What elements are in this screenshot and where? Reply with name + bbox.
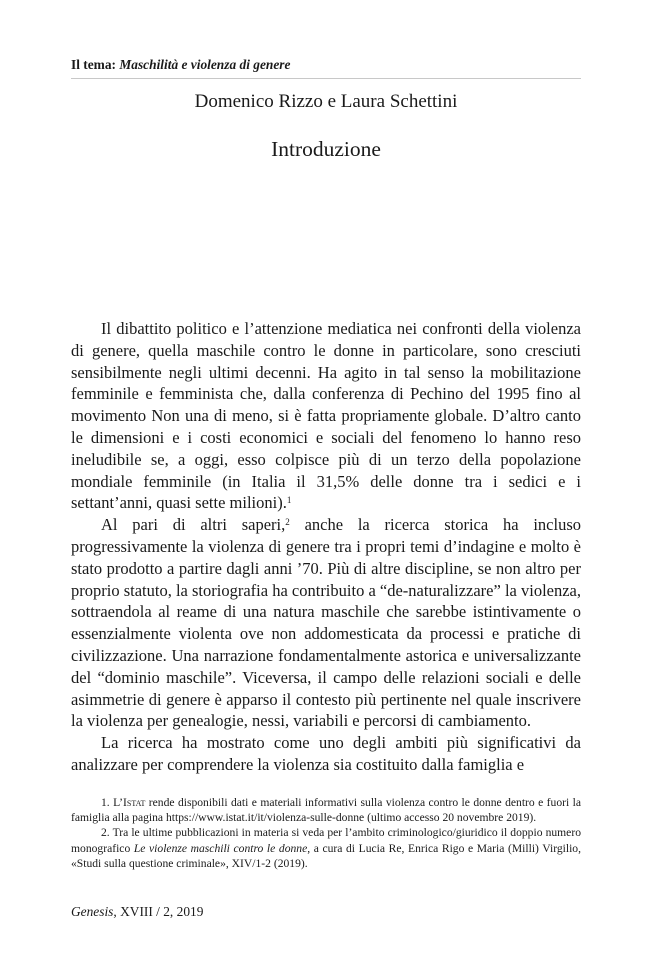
- footnotes: [71, 795, 581, 871]
- footnote-number: 1.: [101, 796, 110, 809]
- paragraph-text: anche la ricerca storica ha incluso progressivamente la violenza di genere tra i propri temi d’indagine e molto è stato prodotto a partire dagli anni ’70. Più di altre discipline, se non altro per proprio statuto, la storiografia ha contribuito a “de-naturalizzare” la violenza, sottraendola al reame di una natura maschile che sarebbe istintivamente o essenzialmente violenta ove non addomesticata da processi e pratiche di civilizzazione. Una narrazione fondamentalmente astorica e universalizzante del “dominio maschile”. Viceversa, il campo delle relazioni sociali e delle asimmetrie di genere è apparso il contesto più pertinente nel quale inscrivere la violenza per genealogie, nessi, variabili e percorsi di cambiamento.: [71, 515, 581, 731]
- body-paragraph: [71, 318, 581, 514]
- footnote-1: 1. L’Istat rende disponibili dati e materiali informativi sulla violenza contro le donne dentro e fuori la famiglia alla pagina https://www.istat.it/it/violenza-sulle-donne (ultimo accesso 20 novembre 2019).: [71, 796, 581, 825]
- footnote-ref[interactable]: 2: [285, 517, 290, 528]
- page-footer: [71, 904, 203, 920]
- article-title: Introduzione: [271, 137, 381, 161]
- body-paragraph: [71, 732, 581, 776]
- journal-issue: , XVIII / 2, 2019: [113, 904, 204, 919]
- header-rule: [71, 78, 581, 79]
- article-body: [71, 318, 581, 776]
- footnote-ref[interactable]: 1: [286, 495, 292, 506]
- article-authors: Domenico Rizzo e Laura Schettini: [194, 91, 458, 112]
- running-head-theme: Maschilità e violenza di genere: [119, 57, 291, 72]
- running-head: [71, 57, 581, 73]
- footnote-2: 2. Tra le ultime pubblicazioni in materia si veda per l’ambito criminologico/giuridico il doppio numero monografico Le violenze maschili contro le donne, a cura di Lucia Re, Enrica Rigo e Maria (Milli) Virgilio, «Studi sulla questione criminale», XIV/1-2 (2019).: [71, 826, 581, 870]
- publication-title: Le violenze maschili contro le donne: [133, 841, 308, 855]
- paragraph-text: Al pari di altri saperi,: [101, 515, 286, 535]
- journal-name: Genesis: [71, 904, 114, 919]
- paragraph-text: Il dibattito politico e l’attenzione mediatica nei confronti della violenza di genere, quella maschile contro le donne in particolare, sono cresciuti sensibilmente negli ultimi decenni. Ha agito in tal senso la mobilitazione femminile e femminista che, dalla conferenza di Pechino del 1995 fino al movimento Non una di meno, si è fatta propriamente globale. D’altro canto le dimensioni e i costi economici e sociali del fenomeno lo hanno reso ineludibile se, a oggi, esso colpisce più di un terzo della popolazione mondiale femminile (in Italia il 31,5% delle donne tra i sedici e i settant’anni, quasi sette milioni).: [71, 319, 581, 513]
- istat-acronym: Istat: [123, 796, 146, 809]
- paragraph-text: La ricerca ha mostrato come uno degli ambiti più significativi da analizzare per comprendere la violenza sia costituito dalla famiglia e: [71, 733, 581, 774]
- running-head-label: Il tema:: [71, 57, 116, 72]
- footnote-number: 2.: [101, 826, 110, 840]
- body-paragraph: [71, 514, 581, 732]
